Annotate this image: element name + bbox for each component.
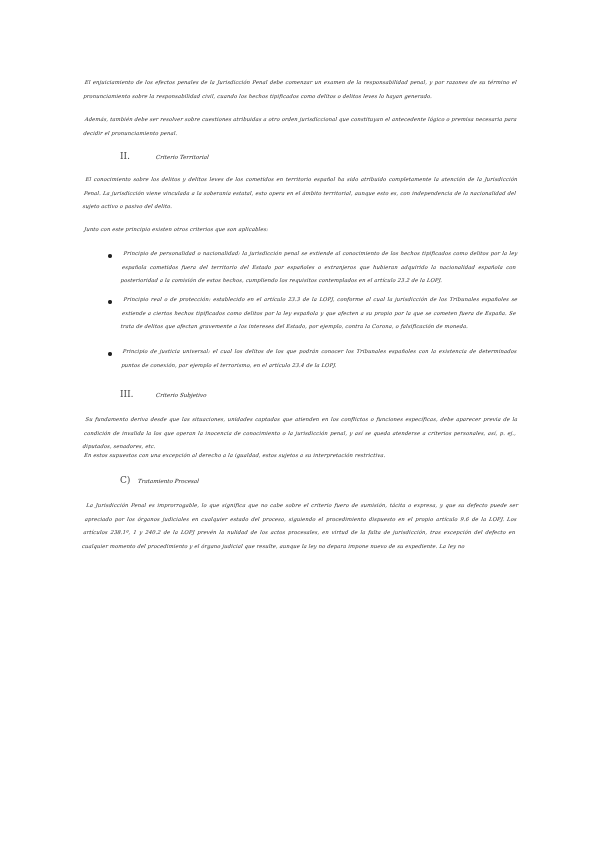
heading-territorial-number: II. [120,152,130,162]
heading-subjective-number: III. [120,390,134,400]
paragraph-intro: El enjuiciamiento de los efectos penales de la Jurisdicción Penal debe comenzar un examen de la responsabilidad penal, y por razones de su término el pronunciamiento sobre la responsabilidad civil, cuando los hechos tipificados como delitos o delitos leves lo hayan generado. [83,80,518,100]
paragraph-exception: En estos supuestos con una excepción al derecho a la igualdad, estos sujetos a su interpretación restrictiva. [83,453,386,459]
bullet-personality: Principio de personalidad o nacionalidad: la jurisdicción penal se extiende al conocimiento de los hechos tipificados como delitos por la ley española cometidos fuera del territorio del Estado por españoles o extranjeros que hubieran adquirido la nacionalidad española con posterioridad a la comisión de estos hechos, cumpliendo los requisitos contemplados en el artículo 23.2 de la LOPJ. [120,251,518,284]
paragraph-criteria-intro: Junto con este principio existen otros criterios que son aplicables: [83,227,269,233]
heading-procedural-letter: C) [120,476,131,486]
bullet-protection: Principio real o de protección: establecido en el artículo 23.3 de la LOPJ, conforme al cual la jurisdicción de los Tribunales españoles se extiende a ciertos hechos tipificados como delitos por la ley española y que afecten a su propio por la que se cometen fuera de España. Se trata de delitos que afectan gravemente a los intereses del Estado, por ejemplo, contra la Corona, o falsificación de moneda. [120,297,518,330]
paragraph-territorial: El conocimiento sobre los delitos y delitos leves de los cometidos en territorio español ha sido atribuido completamente la atención de la Jurisdicción Penal. La jurisdicción viene vinculada a la soberanía estatal, esto opera en el ámbito territorial, aunque esto es, con independencia de la nacionalidad del sujeto activo o pasivo del delito. [82,177,518,210]
heading-subjective-title: Criterio Subjetivo [155,393,207,399]
heading-territorial [119,152,209,162]
bullet-dot [108,300,112,304]
paragraph-procedural: La Jurisdicción Penal es improrrogable, lo que significa que no cabe sobre el criterio fuero de sumisión, tácita o expresa, y que su defecto puede ser apreciado por los órganos judiciales en cualquier estado del proceso, siguiendo el procedimiento dispuesto en el propio artículo 9.6 de la LOPJ. Los artículos 238.1º, 1 y 240.2 de la LOPJ prevén la nulidad de los actos procesales, en virtud de la falta de jurisdicción, tras excepción del defecto en cualquier momento del procedimiento y el órgano judicial que resulte, aunque la ley no depara impone nuevo de su expediente. La ley no [81,503,519,550]
bullet-dot [108,352,112,356]
paragraph-prejudicial: Además, también debe ser resolver sobre cuestiones atribuidas a otro orden jurisdiccional que constituyan el antecedente lógico o premisa necesaria para decidir el pronunciamiento penal. [83,117,518,137]
heading-territorial-title: Criterio Territorial [155,155,210,161]
heading-procedural [119,476,199,486]
heading-subjective [119,390,207,400]
bullet-universal: Principio de justicia universal: el cual los delitos de los que podrán conocer los Tribunales españoles con la existencia de determinados puntos de conexión, por ejemplo el terrorismo, en el artículo 23.4 de la LOPJ. [121,349,518,369]
paragraph-subjective: Su fundamento deriva desde que las situaciones, unidades captadas que atienden en los conflictos o funciones específicas, debe aparecer previa de la condición de invalida la los que operan la inocencia de conocimiento o la jurisdicción penal, y así se queda atenderse a criterios personales, así, p. ej., diputados, senadores, etc. [82,417,518,450]
bullet-dot [108,254,112,258]
heading-procedural-title: Tratamiento Procesal [137,479,200,485]
